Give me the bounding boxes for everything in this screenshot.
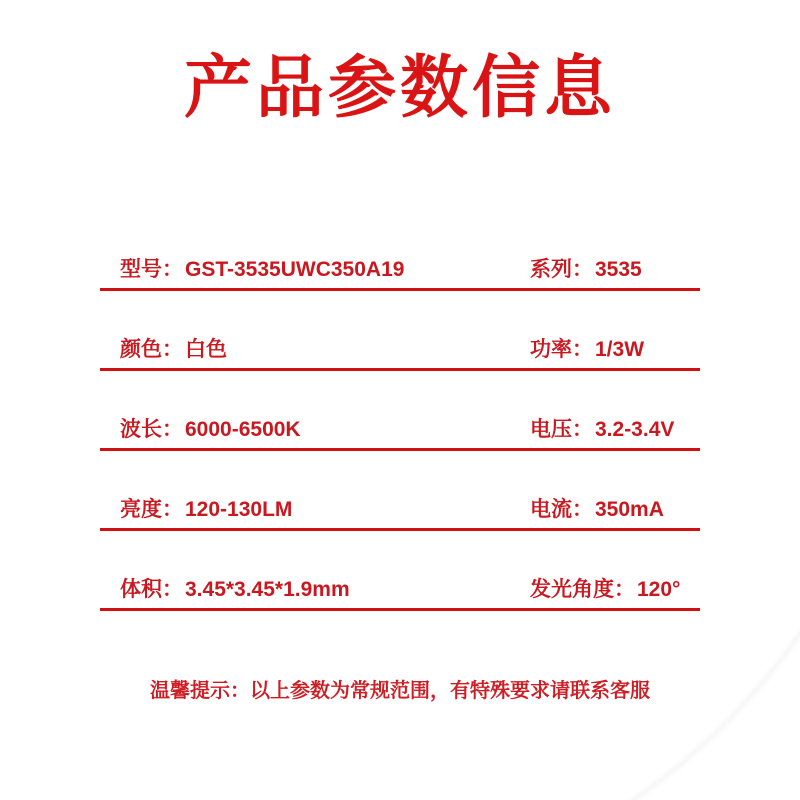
spec-value-series: 3535 xyxy=(595,258,642,281)
spec-cell-voltage xyxy=(530,418,674,442)
spec-cell-power xyxy=(530,338,644,362)
page-title: 产品参数信息 xyxy=(183,50,616,126)
spec-value-power: 1/3W xyxy=(595,338,645,361)
spec-cell-color xyxy=(120,338,227,362)
spec-label-beam-angle: 发光角度： xyxy=(530,578,635,601)
spec-value-voltage: 3.2-3.4V xyxy=(595,418,675,441)
spec-cell-current xyxy=(530,498,664,522)
spec-label-power: 功率： xyxy=(530,338,593,361)
spec-row-model-series xyxy=(100,211,700,291)
spec-cell-size xyxy=(120,578,350,602)
spec-value-beam-angle: 120° xyxy=(637,578,681,601)
spec-row-wavelength-voltage xyxy=(100,371,700,451)
spec-value-size: 3.45*3.45*1.9mm xyxy=(185,578,350,601)
spec-label-voltage: 电压： xyxy=(530,418,593,441)
spec-label-wavelength: 波长： xyxy=(120,418,183,441)
spec-cell-wavelength xyxy=(120,418,301,442)
spec-value-model: GST-3535UWC350A19 xyxy=(185,258,405,281)
spec-row-size-angle xyxy=(100,531,700,611)
spec-table xyxy=(100,211,700,611)
spec-cell-brightness xyxy=(120,498,292,522)
spec-label-model: 型号： xyxy=(120,258,183,281)
spec-value-color: 白色 xyxy=(185,338,227,361)
spec-value-current: 350mA xyxy=(595,498,664,521)
spec-row-color-power xyxy=(100,291,700,371)
spec-label-color: 颜色： xyxy=(120,338,183,361)
spec-value-brightness: 120-130LM xyxy=(185,498,293,521)
spec-label-series: 系列： xyxy=(530,258,593,281)
notice-text: 温馨提示：以上参数为常规范围，有特殊要求请联系客服 xyxy=(150,680,650,702)
spec-cell-series xyxy=(530,258,642,282)
spec-row-brightness-current xyxy=(100,451,700,531)
spec-label-size: 体积： xyxy=(120,578,183,601)
spec-label-current: 电流： xyxy=(530,498,593,521)
spec-label-brightness: 亮度： xyxy=(120,498,183,521)
spec-cell-model xyxy=(120,258,404,282)
spec-value-wavelength: 6000-6500K xyxy=(185,418,301,441)
spec-cell-beam-angle xyxy=(530,578,680,602)
